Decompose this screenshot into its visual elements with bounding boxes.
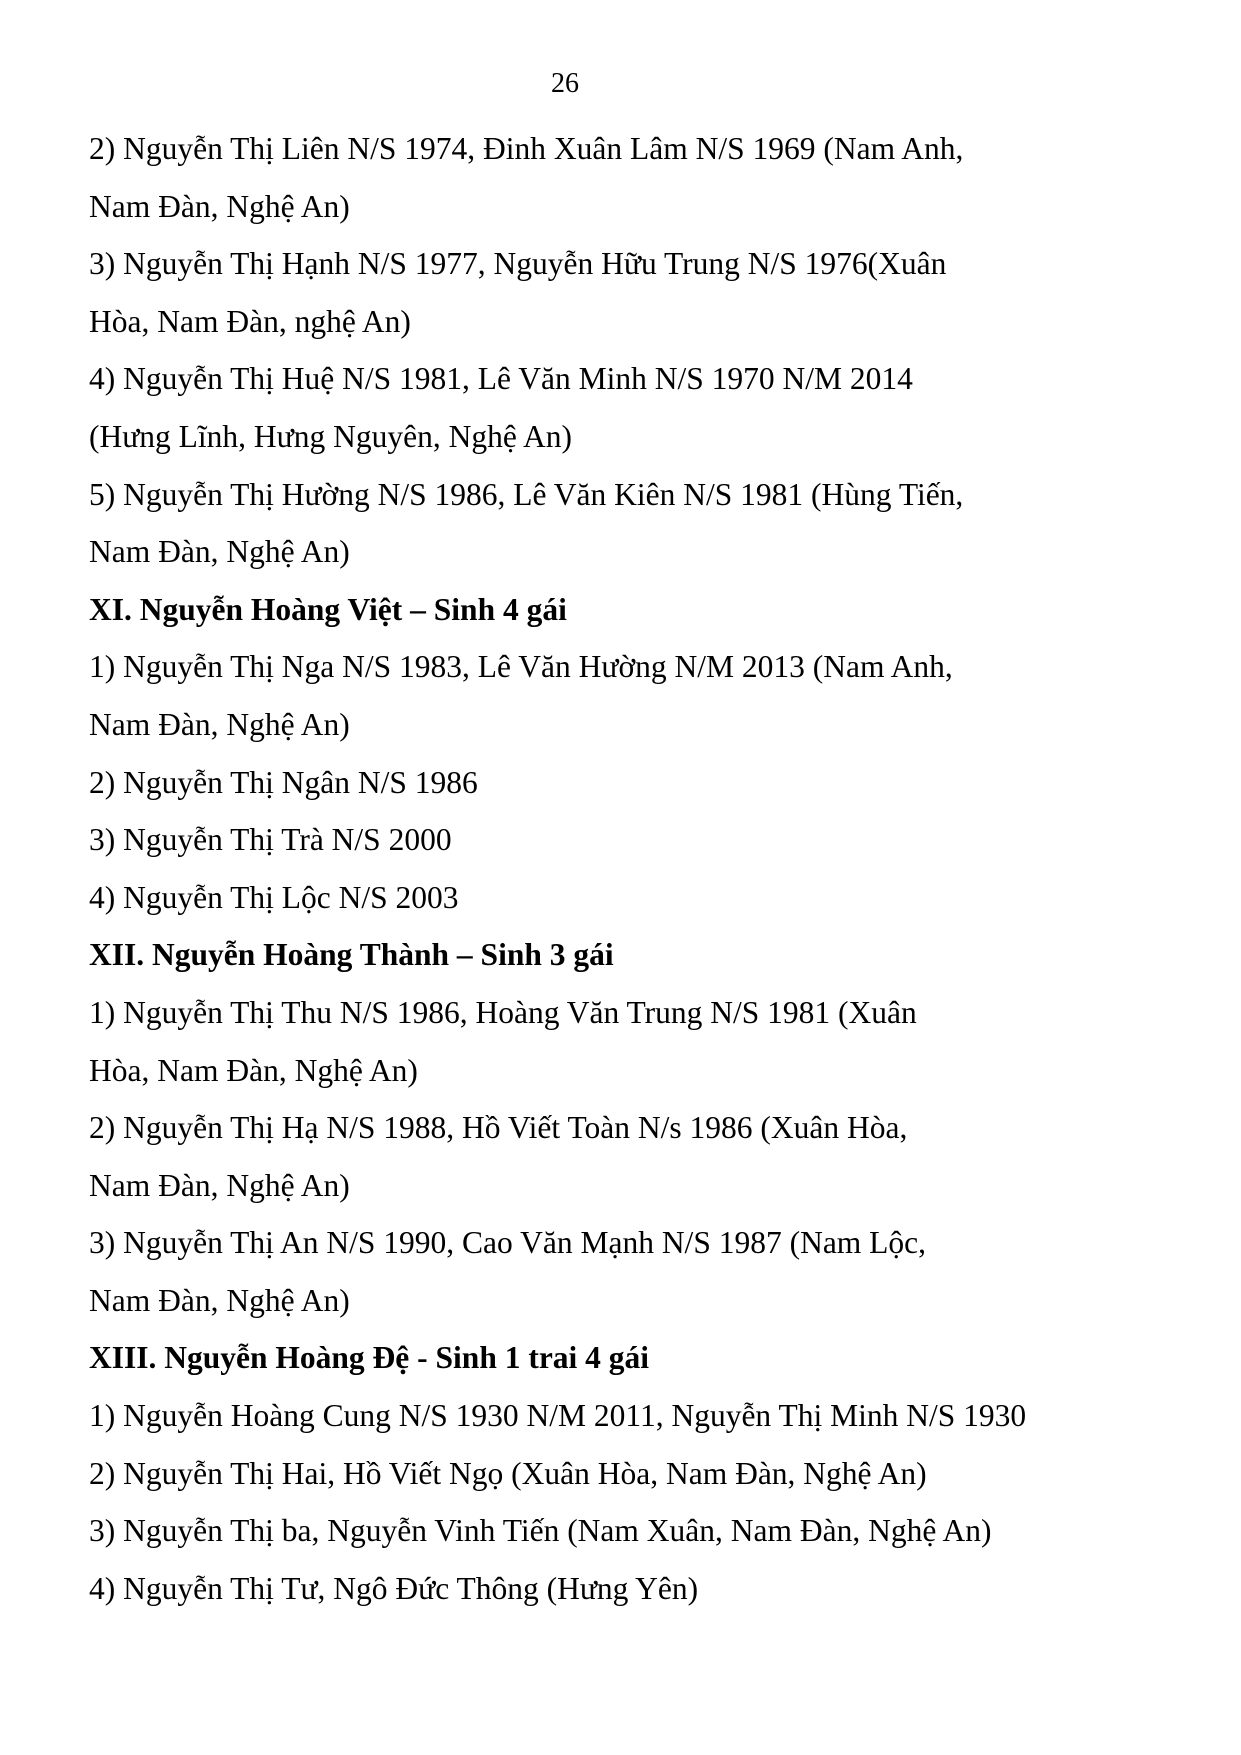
entry-line: 2) Nguyễn Thị Hai, Hồ Viết Ngọ (Xuân Hòa, Nam Đàn, Nghệ An) — [89, 1455, 927, 1491]
section-heading: XII. Nguyễn Hoàng Thành – Sinh 3 gái — [89, 937, 614, 973]
entry-line: 2) Nguyễn Thị Ngân N/S 1986 — [89, 764, 478, 800]
entry-line: Nam Đàn, Nghệ An) — [89, 1282, 350, 1318]
entry-line: Hòa, Nam Đàn, Nghệ An) — [89, 1052, 418, 1088]
entry-line: Nam Đàn, Nghệ An) — [89, 188, 350, 224]
entry-line: 1) Nguyễn Thị Thu N/S 1986, Hoàng Văn Trung N/S 1981 (Xuân — [89, 994, 917, 1030]
entry-line: Nam Đàn, Nghệ An) — [89, 534, 350, 570]
entry-line: 4) Nguyễn Thị Huệ N/S 1981, Lê Văn Minh N/S 1970 N/M 2014 — [89, 361, 913, 397]
entry-line: (Hưng Lĩnh, Hưng Nguyên, Nghệ An) — [89, 418, 572, 454]
entry-line: 1) Nguyễn Hoàng Cung N/S 1930 N/M 2011, Nguyễn Thị Minh N/S 1930 — [89, 1398, 1027, 1434]
page-number: 26 — [551, 68, 579, 99]
entry-line: 2) Nguyễn Thị Hạ N/S 1988, Hồ Viết Toàn N/s 1986 (Xuân Hòa, — [89, 1110, 908, 1146]
entry-line: 2) Nguyễn Thị Liên N/S 1974, Đinh Xuân Lâm N/S 1969 (Nam Anh, — [89, 131, 964, 166]
entry-line: Hòa, Nam Đàn, nghệ An) — [89, 303, 411, 339]
entry-line: 3) Nguyễn Thị Trà N/S 2000 — [89, 822, 452, 858]
section-heading: XI. Nguyễn Hoàng Việt – Sinh 4 gái — [89, 591, 567, 627]
entry-line: 3) Nguyễn Thị An N/S 1990, Cao Văn Mạnh N/S 1987 (Nam Lộc, — [89, 1225, 927, 1261]
entry-line: 4) Nguyễn Thị Tư, Ngô Đức Thông (Hưng Yên) — [89, 1570, 699, 1606]
entry-line: 1) Nguyễn Thị Nga N/S 1983, Lê Văn Hường N/M 2013 (Nam Anh, — [89, 649, 953, 685]
entry-line: Nam Đàn, Nghệ An) — [89, 706, 350, 742]
section-heading: XIII. Nguyễn Hoàng Đệ - Sinh 1 trai 4 gái — [89, 1340, 650, 1376]
entry-line: 4) Nguyễn Thị Lộc N/S 2003 — [89, 879, 459, 915]
document-body — [89, 120, 1139, 1617]
entry-line: 3) Nguyễn Thị ba, Nguyễn Vinh Tiến (Nam Xuân, Nam Đàn, Nghệ An) — [89, 1513, 992, 1549]
entry-line: 5) Nguyễn Thị Hường N/S 1986, Lê Văn Kiên N/S 1981 (Hùng Tiến, — [89, 476, 964, 512]
entry-line: Nam Đàn, Nghệ An) — [89, 1167, 350, 1203]
entry-line: 3) Nguyễn Thị Hạnh N/S 1977, Nguyễn Hữu Trung N/S 1976(Xuân — [89, 246, 947, 282]
